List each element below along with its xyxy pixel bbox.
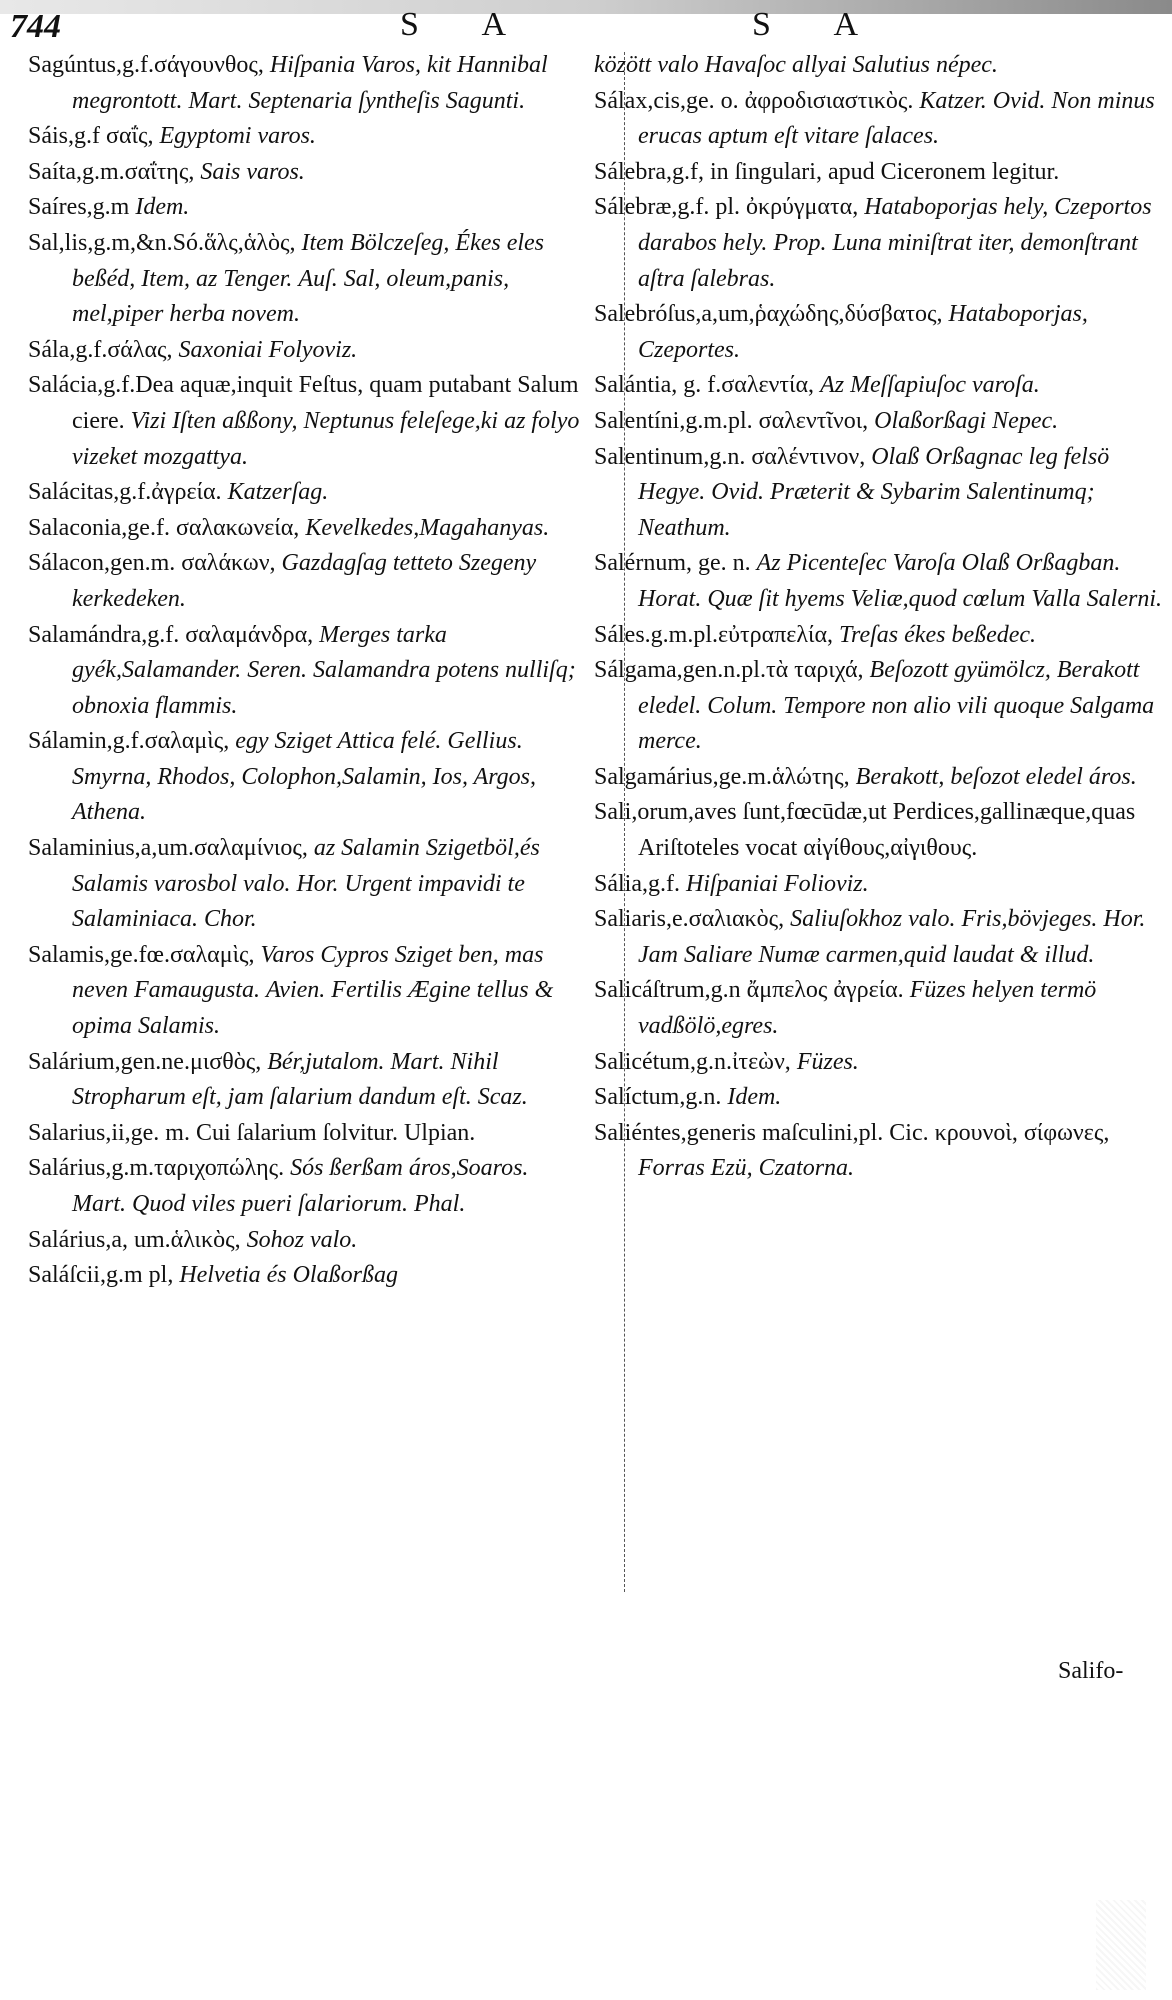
dictionary-entry xyxy=(28,724,588,831)
dictionary-entry xyxy=(28,618,588,725)
dictionary-entry xyxy=(28,1258,588,1294)
entry-headword: Salaconia,ge.f. σαλακωνεία, xyxy=(28,514,300,541)
entry-gloss: Item Bölczeſeg, Ékes eles beßéd, Item, az Tenger. xyxy=(72,229,545,292)
dictionary-entry xyxy=(28,546,588,617)
entry-citation: Mart. Septenaria ſyntheſis Sagunti. xyxy=(188,87,526,114)
left-column xyxy=(28,48,588,1294)
entry-headword: Sagúntus,g.f.σάγουνθος, xyxy=(28,52,264,78)
dictionary-entry xyxy=(28,511,588,547)
right-column xyxy=(594,48,1166,1187)
entry-citation: Mart. Quod viles pueri ſalariorum. Phal. xyxy=(72,1191,466,1217)
entry-gloss: egy Sziget Attica felé. xyxy=(235,728,442,755)
dictionary-entry xyxy=(28,333,588,369)
entry-citation: Prop. Luna miniſtrat iter, demonſtrant aſtra ſalebras. xyxy=(638,229,1138,292)
dictionary-entry xyxy=(28,1116,588,1152)
entry-headword: Saíta,g.m.σαΐτης, xyxy=(28,158,195,185)
dictionary-entry xyxy=(594,440,1166,547)
entry-headword: Sálebra,g.f, in ſingulari, apud Ciceronem legitur. xyxy=(594,158,1060,185)
running-head-right: S A xyxy=(752,6,887,43)
entry-gloss: Gazdagſag tetteto Szegeny kerkedeken. xyxy=(72,550,537,612)
dictionary-entry xyxy=(28,1045,588,1116)
dictionary-entry xyxy=(594,190,1166,297)
entry-headword: Sálacon,gen.m. σαλάκων, xyxy=(28,550,276,577)
page-smudge xyxy=(1096,1900,1146,1990)
entry-citation: Hor. Urgent impavidi te Salaminiaca. Chor. xyxy=(72,870,525,933)
entry-headword: Sáles.g.m.pl.εὐτραπελία, xyxy=(594,621,834,648)
entry-headword: Salárius,a, um.ἁλικὸς, xyxy=(28,1226,241,1253)
entry-headword: Sali,orum,aves ſunt,fœcūdæ,ut Perdices,gallinæque,quas Ariſtoteles vocat αἰγίθους,αἰγιθους. xyxy=(594,799,1136,862)
entry-headword: Sália,g.f. xyxy=(594,870,680,897)
entry-headword: Saláſcii,g.m pl, xyxy=(28,1262,174,1289)
dictionary-entry xyxy=(28,831,588,938)
entry-gloss: Forras Ezü, Czatorna. xyxy=(638,1155,855,1182)
entry-gloss: Bér,jutalom. xyxy=(267,1048,385,1075)
entry-headword: Salárium,gen.ne.μισθὸς, xyxy=(28,1048,262,1075)
entry-gloss: Beſozott gyümölcz, Berakott eledel. xyxy=(638,657,1140,719)
entry-headword: Sal,lis,g.m,&n.Só.ἅλς,ἁλὸς, xyxy=(28,229,296,256)
entry-gloss: Kevelkedes,Magahanyas. xyxy=(305,514,550,541)
entry-citation: Hor. Jam Saliare Numæ carmen,quid laudat & illud. xyxy=(638,906,1146,968)
entry-headword: Salamis,ge.fœ.σαλαμὶς, xyxy=(28,941,255,968)
dictionary-entry xyxy=(594,155,1166,191)
dictionary-entry xyxy=(594,795,1166,866)
entry-headword: Sálamin,g.f.σαλαμὶς, xyxy=(28,728,230,755)
entry-headword: Sáis,g.f σαΐς, xyxy=(28,123,154,150)
dictionary-entry xyxy=(594,404,1166,440)
entry-gloss: Varos Cypros Sziget ben, mas neven Famaugusta. xyxy=(72,941,544,1004)
entry-headword: Salíctum,g.n. xyxy=(594,1084,722,1111)
entry-citation: Ovid. Non minus erucas aptum eſt vitare ſalaces. xyxy=(638,87,1155,150)
entry-headword: Saliaris,e.σαλιακὸς, xyxy=(594,906,785,933)
dictionary-entry xyxy=(28,190,588,226)
dictionary-entry xyxy=(594,760,1166,796)
entry-citation: Horat. Quæ ſit hyems Veliæ,quod cœlum Valla Salerni. xyxy=(638,585,1162,612)
dictionary-entry xyxy=(594,546,1166,617)
entry-headword: Salebróſus,a,um,ῥαχώδης,δύσβατος, xyxy=(594,301,943,328)
entry-headword: Sálgama,gen.n.pl.τὰ ταριχά, xyxy=(594,657,864,684)
entry-headword: Saíres,g.m xyxy=(28,194,130,221)
dictionary-entry xyxy=(594,653,1166,760)
entry-headword: Salaminius,a,um.σαλαμίνιος, xyxy=(28,835,308,862)
page-header xyxy=(0,6,1172,48)
entry-headword: Salamándra,g.f. σαλαμάνδρα, xyxy=(28,621,314,648)
entry-gloss: Idem. xyxy=(135,194,190,221)
entry-gloss: Füzes helyen termö vadßölö,egres. xyxy=(638,977,1097,1040)
entry-headword: Saliéntes,generis maſculini,pl. Cic. κρουνοὶ, σίφωνες, xyxy=(594,1119,1110,1146)
entry-gloss: Sós ßerßam áros,Soaros. xyxy=(290,1155,529,1182)
entry-headword: Salicétum,g.n.ἰτεὼν, xyxy=(594,1048,791,1075)
entry-gloss: Idem. xyxy=(727,1084,782,1111)
entry-headword: Salácitas,g.f.ἀγρεία. xyxy=(28,479,222,506)
entry-headword: Sálax,cis,ge. o. ἀφροδισιαστικὸς. xyxy=(594,87,914,114)
entry-gloss: Hataboporjas hely, Czeportos darabos hely. xyxy=(638,194,1152,256)
entry-headword: Salárius,g.m.ταριχοπώλης. xyxy=(28,1155,285,1182)
entry-citation: Colum. Tempore non alio vili quoque Salgama merce. xyxy=(638,692,1155,755)
dictionary-entry xyxy=(28,368,588,475)
entry-gloss: Hiſpania Varos, kit Hannibal megrontott. xyxy=(72,52,548,114)
entry-gloss: Hiſpaniai Folioviz. xyxy=(685,870,869,897)
entry-headword: Sála,g.f.σάλας, xyxy=(28,336,173,363)
entry-gloss: Katzerſag. xyxy=(227,479,329,506)
entry-gloss: Sohoz valo. xyxy=(246,1226,358,1253)
entry-gloss: Saxoniai Folyoviz. xyxy=(178,336,358,363)
entry-citation: Mart. Nihil Stropharum eſt, jam ſalarium dandum eſt. Scaz. xyxy=(72,1048,528,1111)
dictionary-entry xyxy=(594,618,1166,654)
dictionary-entry xyxy=(594,902,1166,973)
catchword: Salifo- xyxy=(1058,1658,1124,1684)
entry-citation: Auſ. Sal, oleum,panis, mel,piper herba novem. xyxy=(72,265,510,328)
entry-gloss: Vizi Iſten aßßony, Neptunus feleſege,ki az folyo vizeket mozgattya. xyxy=(72,407,580,470)
entry-gloss: Az Picenteſec Varoſa Olaß Orßagban. xyxy=(756,550,1121,577)
dictionary-entry xyxy=(28,1223,588,1259)
entry-gloss: Olaß Orßagnac leg felsö Hegye. xyxy=(638,443,1110,506)
entry-citation: Seren. Salamandra potens nulliſq; obnoxia flammis. xyxy=(72,657,576,719)
dictionary-entry xyxy=(28,938,588,1045)
entry-citation: Gellius. Smyrna, Rhodos, Colophon,Salamin, Ios, Argos, Athena. xyxy=(72,728,537,826)
entry-gloss: Berakott, beſozot eledel áros. xyxy=(855,763,1137,790)
dictionary-entry xyxy=(28,119,588,155)
dictionary-entry xyxy=(594,867,1166,903)
entry-gloss: az Salamin Szigetböl,és Salamis varosbol valo. xyxy=(72,835,540,897)
entry-gloss: Katzer. xyxy=(919,87,987,114)
dictionary-entry xyxy=(594,1045,1166,1081)
entry-gloss: között valo Havaſoc allyai Salutius népec. xyxy=(594,52,998,78)
dictionary-entry xyxy=(28,475,588,511)
entry-gloss: Helvetia és Olaßorßag xyxy=(179,1262,398,1289)
entry-gloss: Füzes. xyxy=(796,1048,859,1075)
entry-headword: Salicáſtrum,g.n ἄμπελος ἀγρεία. xyxy=(594,977,904,1004)
entry-gloss: Az Meſſapiuſoc varoſa. xyxy=(820,372,1040,399)
entry-headword: Salérnum, ge. n. xyxy=(594,550,751,577)
entry-headword: Salarius,ii,ge. m. Cui ſalarium ſolvitur. Ulpian. xyxy=(28,1119,476,1146)
dictionary-entry xyxy=(594,297,1166,368)
entry-headword: Sálebræ,g.f. pl. ὀκρύγματα, xyxy=(594,194,859,221)
entry-headword: Salántia, g. f.σαλεντία, xyxy=(594,372,815,399)
entry-gloss: Merges tarka gyék,Salamander. xyxy=(72,621,447,684)
entry-gloss: Hataboporjas, Czeportes. xyxy=(638,301,1088,363)
entry-gloss: Sais varos. xyxy=(200,158,305,185)
dictionary-entry xyxy=(594,84,1166,155)
entry-gloss: Olaßorßagi Nepec. xyxy=(874,407,1059,434)
dictionary-entry xyxy=(594,48,1166,84)
dictionary-entry xyxy=(28,155,588,191)
entry-headword: Salentíni,g.m.pl. σαλεντῖνοι, xyxy=(594,407,869,434)
running-head-left: S A xyxy=(400,6,535,43)
entry-citation: Ovid. Præterit & Sybarim Salentinumq; Neathum. xyxy=(638,479,1095,541)
dictionary-entry xyxy=(594,973,1166,1044)
dictionary-entry xyxy=(594,1080,1166,1116)
dictionary-entry xyxy=(28,1151,588,1222)
entry-headword: Salgamárius,ge.m.ἁλώτης, xyxy=(594,763,850,790)
entry-citation: Avien. Fertilis Ægine tellus & opima Salamis. xyxy=(72,977,554,1040)
dictionary-entry xyxy=(28,48,588,119)
entry-headword: Salentinum,g.n. σαλέντινον, xyxy=(594,443,866,470)
page-number: 744 xyxy=(10,8,61,45)
entry-gloss: Egyptomi varos. xyxy=(159,123,316,150)
dictionary-entry xyxy=(594,368,1166,404)
entry-gloss: Treſas ékes beßedec. xyxy=(839,621,1037,648)
entry-gloss: Saliuſokhoz valo. Fris,bövjeges. xyxy=(790,906,1098,933)
entry-headword: Salácia,g.f.Dea aquæ,inquit Feſtus, quam putabant Salum ciere. xyxy=(28,372,579,434)
dictionary-entry xyxy=(28,226,588,333)
dictionary-entry xyxy=(594,1116,1166,1187)
